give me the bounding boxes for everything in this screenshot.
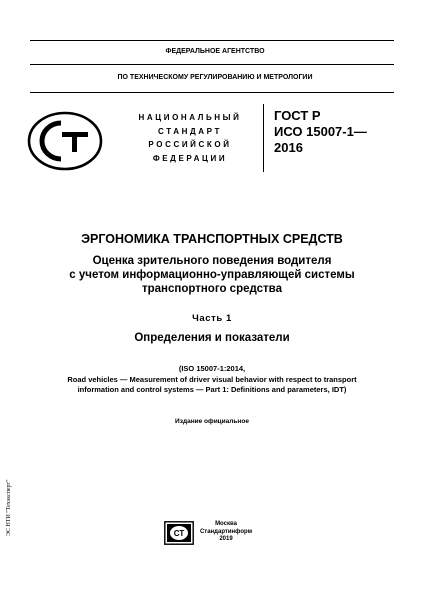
gost-emblem-icon	[26, 110, 104, 172]
subtitle-line-3: транспортного средства	[141, 283, 282, 295]
national-standard-line-1: НАЦИОНАЛЬНЫЙ	[138, 113, 242, 122]
part-number: Часть 1	[192, 313, 232, 324]
publisher-logo-icon	[164, 521, 194, 545]
header-bottom-rule	[30, 92, 394, 93]
publisher-logo-text: СТ	[173, 529, 185, 538]
document-subtitle	[20, 254, 404, 296]
national-standard-line-2: СТАНДАРТ	[158, 126, 222, 136]
part-title: Определения и показатели	[134, 332, 290, 344]
publisher-city: Москва	[215, 521, 237, 527]
document-title: ЭРГОНОМИКА ТРАНСПОРТНЫХ СРЕДСТВ	[81, 232, 343, 246]
designation-line-3: 2016	[274, 140, 303, 155]
iso-reference-line-1: (ISO 15007-1:2014,	[178, 364, 246, 373]
top-rule	[30, 40, 394, 41]
national-standard-block	[120, 111, 260, 165]
iso-reference-line-2: Road vehicles — Measurement of driver visual behavior with respect to transport	[67, 374, 357, 384]
publisher-info	[196, 521, 256, 544]
publisher-name: Стандартинформ	[199, 528, 253, 535]
subtitle-line-2: с учетом информационно-управляющей системы	[69, 269, 355, 281]
subtitle-line-1: Оценка зрительного поведения водителя	[92, 255, 332, 267]
national-standard-line-4: ФЕДЕРАЦИИ	[152, 153, 228, 163]
designation-line-1: ГОСТ Р	[274, 108, 321, 123]
iso-reference-line-3: information and control systems — Part 1: Definitions and parameters, IDT)	[77, 385, 347, 394]
side-stamp: ЭС НТИ "Техэксперт"	[6, 479, 12, 536]
designation-line-2: ИСО 15007-1—	[274, 124, 367, 139]
agency-divider	[30, 64, 394, 65]
designation-divider	[263, 104, 264, 172]
edition-note: Издание официальное	[175, 418, 249, 425]
iso-reference	[20, 364, 404, 396]
publisher-year: 2019	[219, 536, 233, 542]
standard-designation	[274, 108, 394, 156]
agency-line-1: ФЕДЕРАЛЬНОЕ АГЕНТСТВО	[165, 48, 265, 55]
national-standard-line-3: РОССИЙСКОЙ	[148, 140, 232, 149]
agency-line-2: ПО ТЕХНИЧЕСКОМУ РЕГУЛИРОВАНИЮ И МЕТРОЛОГИИ	[117, 74, 313, 81]
